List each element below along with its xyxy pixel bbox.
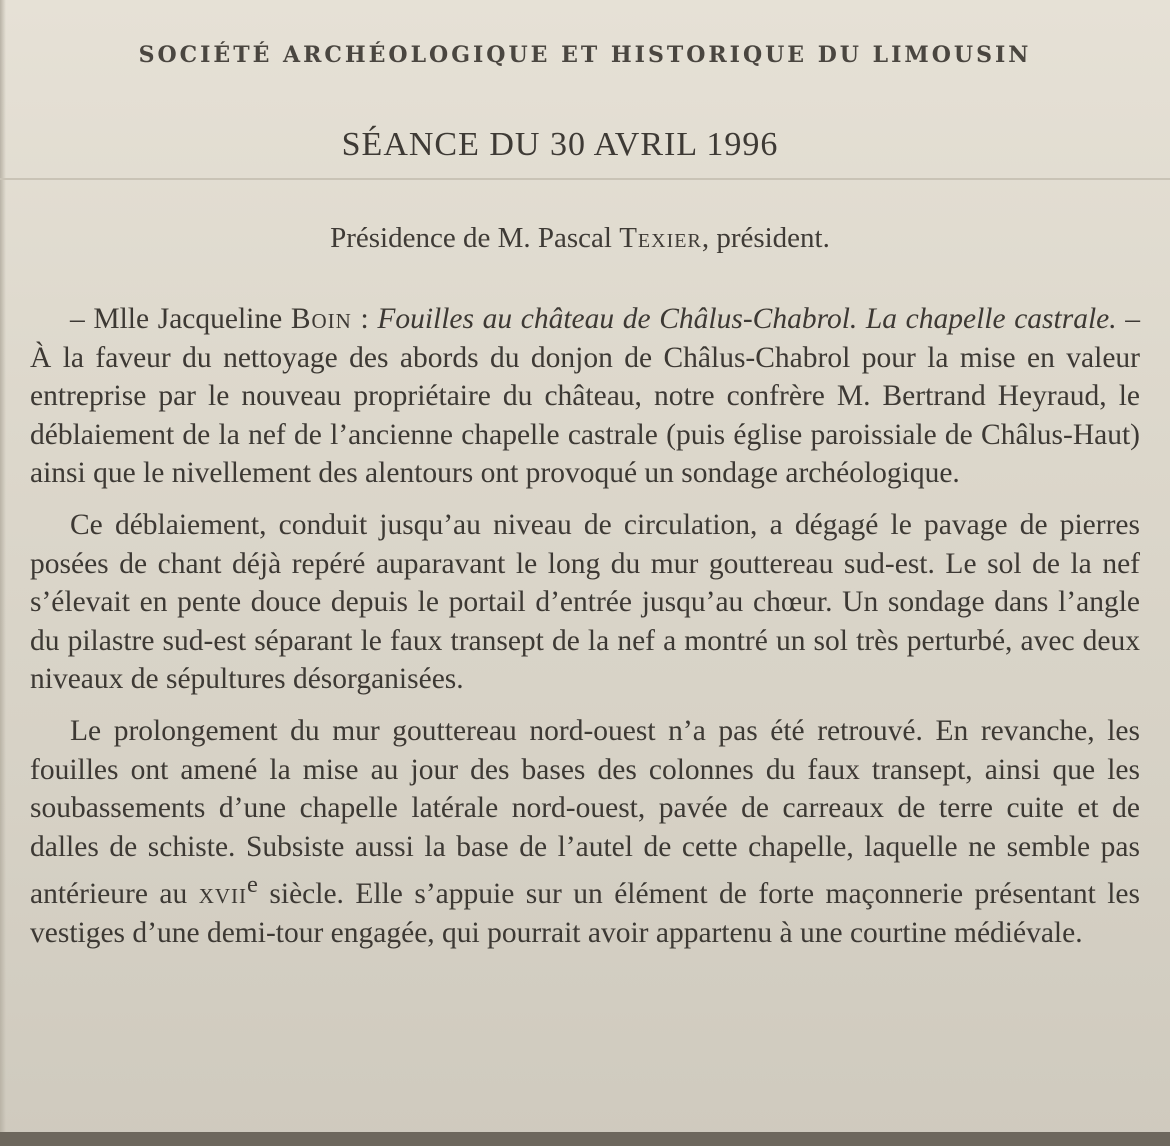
- body-text: [30, 300, 1140, 952]
- page-bottom-shadow: [0, 1132, 1170, 1146]
- p3-before: Le prolongement du mur gouttereau nord-ouest n’a pas été retrouvé. En revanche, les fouilles ont amené la mise au jour des bases des colonnes du faux transept, ainsi que les soubassements d’une chapelle latérale nord-ouest, pavée de carreaux de terre cuite et de dalles de schiste. Subsiste aussi la base de l’autel de cette chapelle, laquelle ne semble pas antérieure au: [30, 714, 1140, 911]
- presidency-prefix: Présidence de M. Pascal: [330, 222, 620, 254]
- page-edge-shadow: [0, 0, 6, 1146]
- p1-lead: – Mlle Jacqueline: [70, 303, 291, 335]
- p1-text: – À la faveur du nettoyage des abords du donjon de Châlus-Chabrol pour la mise en valeur entreprise par le nouveau propriétaire du château, notre confrère M. Bertrand Heyraud, le déblaiement de la nef de l’ancienne chapelle castrale (puis église paroissiale de Châlus-Haut) ainsi que le nivellement des alentours ont provoqué un sondage archéologique.: [30, 303, 1141, 490]
- session-title: SÉANCE DU 30 AVRIL 1996: [341, 126, 779, 163]
- running-head: SOCIÉTÉ ARCHÉOLOGIQUE ET HISTORIQUE DU LIMOUSIN: [138, 42, 1032, 68]
- header-divider: [0, 178, 1170, 180]
- p3-century-sup: e: [247, 871, 258, 899]
- paragraph-3: [30, 712, 1140, 952]
- p3-century: xvii: [198, 878, 248, 911]
- president-surname: Texier: [619, 222, 702, 254]
- p3-after: siècle. Elle s’appuie sur un élément de forte maçonnerie présentant les vestiges d’une demi-tour engagée, qui pourrait avoir appartenu à une courtine médiévale.: [30, 878, 1140, 949]
- presidency-suffix: , président.: [701, 222, 830, 254]
- presidency-line: [0, 222, 1160, 255]
- paragraph-1: [30, 300, 1140, 493]
- paragraph-2: Ce déblaiement, conduit jusqu’au niveau de circulation, a dégagé le pavage de pierres posées de chant déjà repéré auparavant le long du mur gouttereau sud-est. Le sol de la nef s’élevait en pente douce depuis le portail d’entrée jusqu’au chœur. Un sondage dans l’angle du pilastre sud-est séparant le faux transept de la nef a montré un sol très perturbé, avec deux niveaux de sépultures désorganisées.: [30, 508, 1140, 696]
- p1-colon: :: [351, 303, 378, 335]
- p1-author: Boin: [290, 303, 352, 335]
- p1-work-title: Fouilles au château de Châlus-Chabrol. La chapelle castrale.: [377, 303, 1117, 335]
